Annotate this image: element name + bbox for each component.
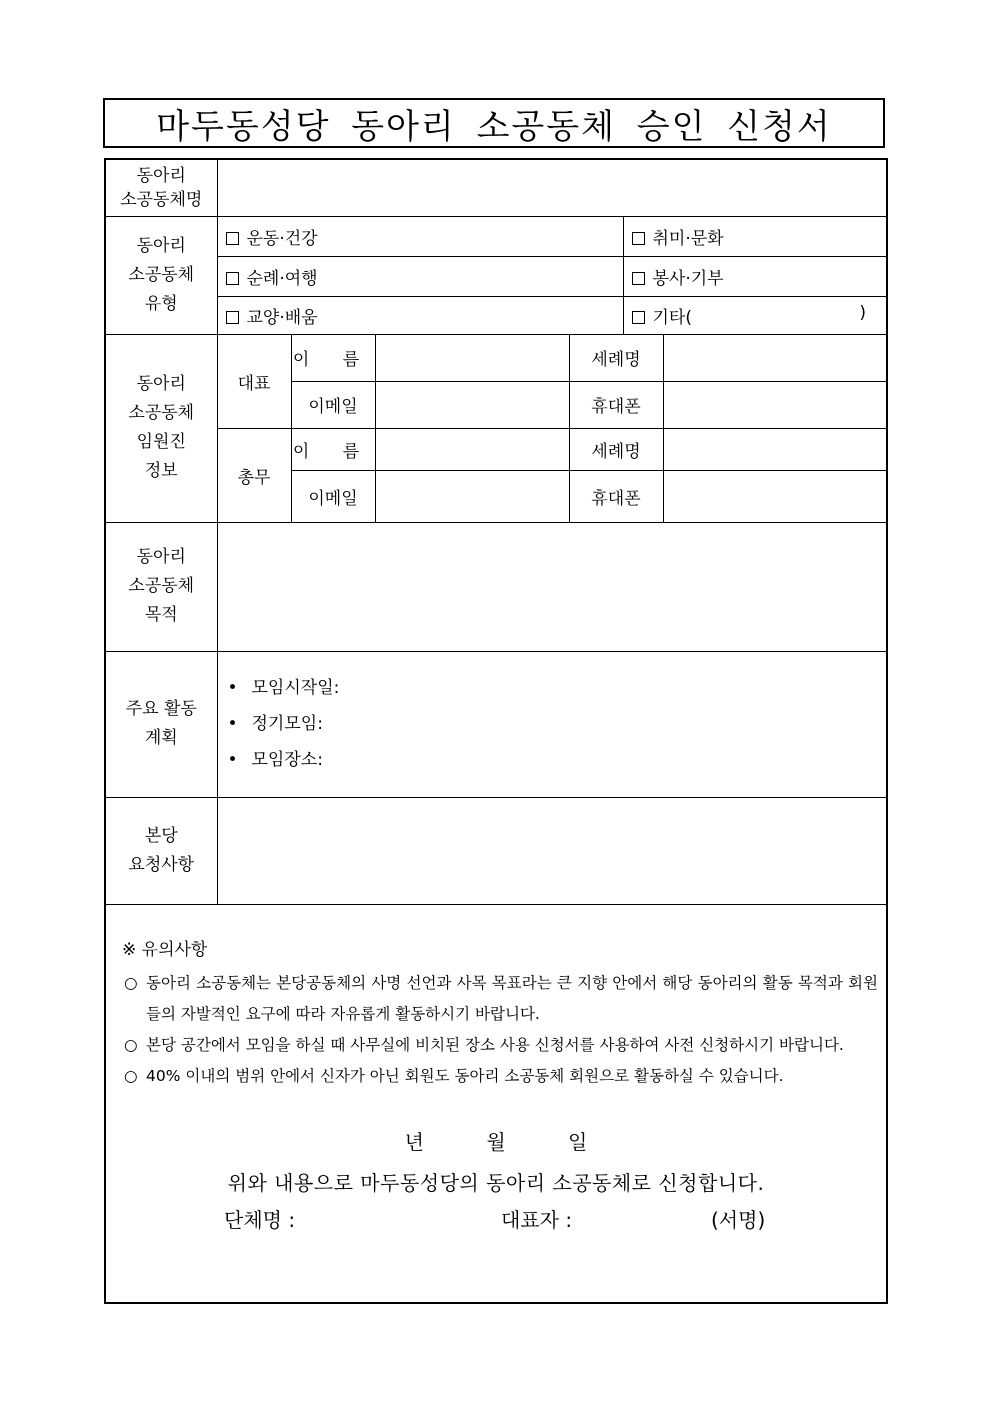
circle-bullet-icon: ○ xyxy=(124,1066,138,1085)
note-text: 본당 공간에서 모임을 하실 때 사무실에 비치된 장소 사용 신청서를 사용하여 사전 신청하시기 바랍니다. xyxy=(146,1035,844,1054)
option-label: 기타( xyxy=(652,307,692,328)
plan-item-regular-meeting[interactable]: • 정기모임: xyxy=(252,706,887,742)
signature-mark[interactable]: (서명) xyxy=(711,1207,766,1232)
checkbox-icon[interactable] xyxy=(632,311,645,324)
rep-baptismal-field[interactable] xyxy=(663,334,887,381)
sec-name-label xyxy=(291,428,375,470)
rep-baptismal-label: 세례명 xyxy=(569,334,663,381)
circle-bullet-icon: ○ xyxy=(124,1035,138,1054)
label-line: 동아리 xyxy=(136,374,186,394)
sec-phone-label: 휴대폰 xyxy=(569,470,663,522)
role-secretary: 총무 xyxy=(217,428,291,522)
checkbox-icon[interactable] xyxy=(226,311,239,324)
label-line: 소공동체 xyxy=(128,576,195,596)
checkbox-icon[interactable] xyxy=(632,232,645,245)
option-label: 운동·건강 xyxy=(246,228,318,249)
rep-email-label: 이메일 xyxy=(291,381,375,428)
purpose-label xyxy=(105,522,217,651)
label-line: 요청사항 xyxy=(128,854,195,875)
application-statement: 위와 내용으로 마두동성당의 동아리 소공동체로 신청합니다. xyxy=(227,1170,765,1195)
label-line: 본당 xyxy=(144,825,178,846)
circle-bullet-icon: ○ xyxy=(124,973,138,992)
label-line: 소공동체명 xyxy=(120,189,203,210)
label-line: 소공동체 xyxy=(128,264,195,285)
notes-heading: ※ 유의사항 xyxy=(122,939,208,960)
label-line: 동아리 xyxy=(136,235,186,256)
type-option-exercise[interactable] xyxy=(217,216,623,256)
date-line[interactable] xyxy=(106,1126,886,1155)
group-name-label xyxy=(105,159,217,216)
plan-list xyxy=(218,670,887,778)
type-option-other[interactable] xyxy=(623,296,887,334)
signature-line xyxy=(106,1204,886,1244)
option-label: 교양·배움 xyxy=(246,307,318,328)
title-text: 마두동성당 동아리 소공동체 승인 신청서 xyxy=(156,106,832,147)
sec-email-label: 이메일 xyxy=(291,470,375,522)
label-line: 정보 xyxy=(144,461,178,481)
type-option-pilgrimage[interactable] xyxy=(217,256,623,296)
note-item xyxy=(122,968,878,1030)
date-day-label: 일 xyxy=(568,1129,588,1154)
rep-name-label xyxy=(291,334,375,381)
plan-field[interactable] xyxy=(217,651,887,797)
label-line: 임원진 xyxy=(136,432,186,452)
label-line: 동아리 xyxy=(136,547,186,567)
checkbox-icon[interactable] xyxy=(226,272,239,285)
request-field[interactable] xyxy=(217,797,887,904)
plan-label xyxy=(105,651,217,797)
label-line: 동아리 xyxy=(136,165,186,186)
name-label-text: 이 름 xyxy=(292,441,374,462)
name-label-text: 이 름 xyxy=(292,350,374,370)
note-item xyxy=(122,1061,878,1092)
label-line: 소공동체 xyxy=(128,403,195,423)
plan-item-location[interactable]: • 모임장소: xyxy=(252,742,887,778)
sec-baptismal-label: 세례명 xyxy=(569,428,663,470)
note-item xyxy=(122,1030,878,1061)
date-month-label: 월 xyxy=(486,1129,506,1154)
rep-name-field[interactable] xyxy=(375,334,569,381)
label-line: 유형 xyxy=(144,293,178,314)
officers-label xyxy=(105,334,217,522)
group-type-label xyxy=(105,216,217,334)
group-name-sign-label: 단체명 : xyxy=(224,1207,296,1232)
sec-baptismal-field[interactable] xyxy=(663,428,887,470)
rep-phone-field[interactable] xyxy=(663,381,887,428)
checkbox-icon[interactable] xyxy=(632,272,645,285)
option-label: 순례·여행 xyxy=(246,268,318,289)
label-line: 계획 xyxy=(144,728,178,748)
sec-email-field[interactable] xyxy=(375,470,569,522)
sec-phone-field[interactable] xyxy=(663,470,887,522)
note-text: 동아리 소공동체는 본당공동체의 사명 선언과 사목 목표라는 큰 지향 안에서 해당 동아리의 활동 목적과 회원들의 자발적인 요구에 따라 자유롭게 활동하시기 바랍니다. xyxy=(146,973,878,1023)
label-line: 주요 활동 xyxy=(125,699,197,719)
purpose-field[interactable] xyxy=(217,522,887,651)
representative-sign-label: 대표자 : xyxy=(501,1207,573,1232)
type-option-volunteer[interactable] xyxy=(623,256,887,296)
note-text: 40% 이내의 범위 안에서 신자가 아닌 회원도 동아리 소공동체 회원으로 활동하실 수 있습니다. xyxy=(146,1066,784,1085)
plan-item-start-date[interactable]: • 모임시작일: xyxy=(252,670,887,706)
option-label: 봉사·기부 xyxy=(652,268,724,289)
rep-email-field[interactable] xyxy=(375,381,569,428)
application-form xyxy=(104,158,888,1304)
checkbox-icon[interactable] xyxy=(226,232,239,245)
group-name-field[interactable] xyxy=(217,159,887,216)
type-option-hobby[interactable] xyxy=(623,216,887,256)
type-option-learning[interactable] xyxy=(217,296,623,334)
role-representative: 대표 xyxy=(217,334,291,428)
request-label xyxy=(105,797,217,904)
option-label: 취미·문화 xyxy=(652,228,724,249)
sec-name-field[interactable] xyxy=(375,428,569,470)
other-close-paren: ) xyxy=(859,302,866,323)
label-line: 목적 xyxy=(144,605,178,625)
page-title xyxy=(103,98,885,148)
date-year-label: 년 xyxy=(404,1129,424,1154)
notes-section xyxy=(105,904,887,1303)
rep-phone-label: 휴대폰 xyxy=(569,381,663,428)
